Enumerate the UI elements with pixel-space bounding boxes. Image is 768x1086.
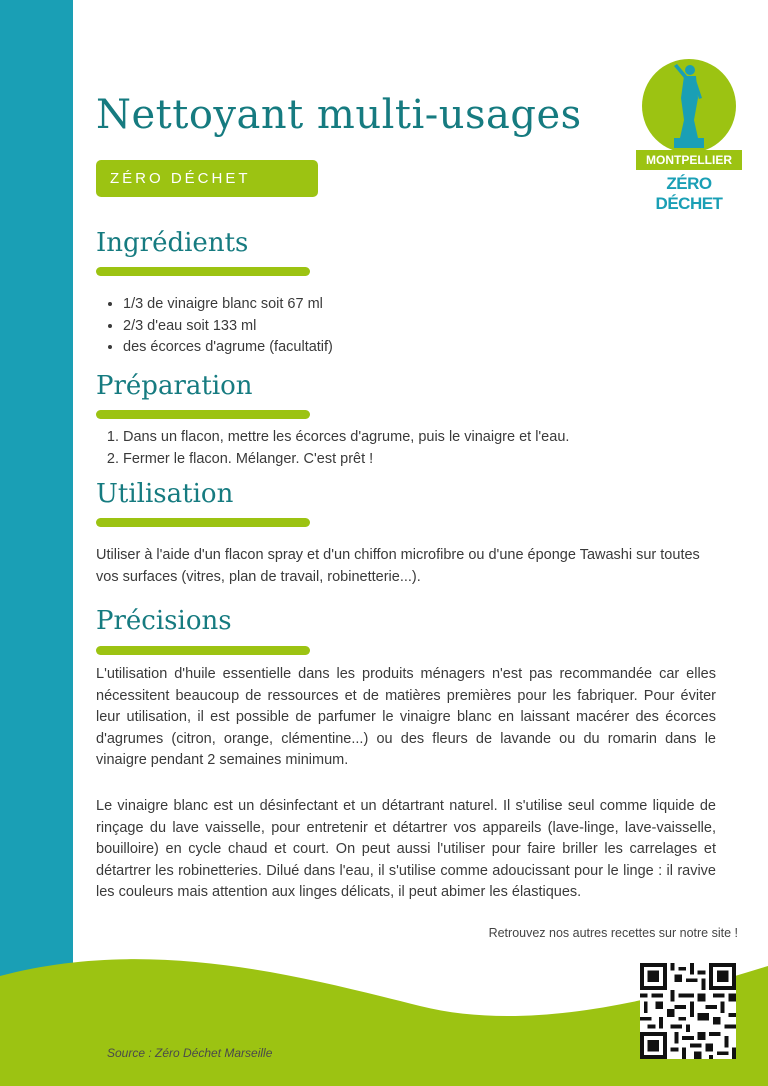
- ingredients-list: [96, 294, 333, 359]
- preparation-heading: Préparation: [96, 371, 253, 401]
- ingredients-underline: [96, 267, 310, 276]
- precisions-paragraph-1: L'utilisation d'huile essentielle dans les produits ménagers n'est pas recommandée car elles nécessitent beaucoup de ressources et de matières premières pour les fabriquer. Pour éviter leur utilisation, il est possible de parfumer le vinaigre blanc en laissant macérer des écorces d'agrumes (citron, orange, clémentine...) ou des fleurs de lavande ou du romarin dans le vinaigre pendant 2 semaines minimum.: [96, 666, 716, 768]
- utilisation-text: Utiliser à l'aide d'un flacon spray et d'un chiffon microfibre ou d'une éponge Tawashi sur toutes vos surfaces (vitres, plan de travail, robinetterie...).: [96, 547, 700, 585]
- precisions-heading: Précisions: [96, 606, 232, 636]
- logo-city-text: MONTPELLIER: [646, 153, 732, 167]
- source-credit: Source : Zéro Déchet Marseille: [107, 1046, 273, 1060]
- list-item: • 1/3 de vinaigre blanc soit 67 ml: [123, 294, 333, 316]
- utilisation-underline: [96, 518, 310, 527]
- precisions-paragraph-2: Le vinaigre blanc est un désinfectant et un détartrant naturel. Il s'utilise seul comme liquide de rinçage du lave vaisselle, pour entretenir et détartrer vos appareils (lave-linge, lave-vaisselle, bouilloire) en cycle chaud et court. On peut aussi l'utiliser pour faire briller les carrelages et détartrer les robinetteries. Dilué dans l'eau, il s'utilise comme adoucissant pour le linge : il ravive les couleurs mais attention aux linges délicats, il peut abimer les élastiques.: [96, 798, 716, 900]
- left-teal-bar: [0, 0, 73, 1086]
- page-title: Nettoyant multi-usages: [96, 92, 582, 138]
- precisions-underline: [96, 646, 310, 655]
- qr-code-icon[interactable]: [640, 963, 736, 1059]
- logo-brand-text: ZÉRO DÉCHET: [655, 174, 723, 213]
- website-note: Retrouvez nos autres recettes sur notre site !: [488, 926, 738, 940]
- ingredients-heading: Ingrédients: [96, 228, 249, 258]
- category-badge: ZÉRO DÉCHET: [96, 160, 318, 197]
- montpellier-zero-dechet-logo: [636, 58, 742, 213]
- list-item: • 2/3 d'eau soit 133 ml: [123, 316, 333, 338]
- utilisation-heading: Utilisation: [96, 479, 234, 509]
- list-item: 2. Fermer le flacon. Mélanger. C'est prêt !: [123, 449, 569, 471]
- statue-logo-icon: [636, 58, 742, 153]
- list-item: • des écorces d'agrume (facultatif): [123, 337, 333, 359]
- preparation-steps: [96, 427, 569, 470]
- preparation-underline: [96, 410, 310, 419]
- list-item: 1. Dans un flacon, mettre les écorces d'agrume, puis le vinaigre et l'eau.: [123, 427, 569, 449]
